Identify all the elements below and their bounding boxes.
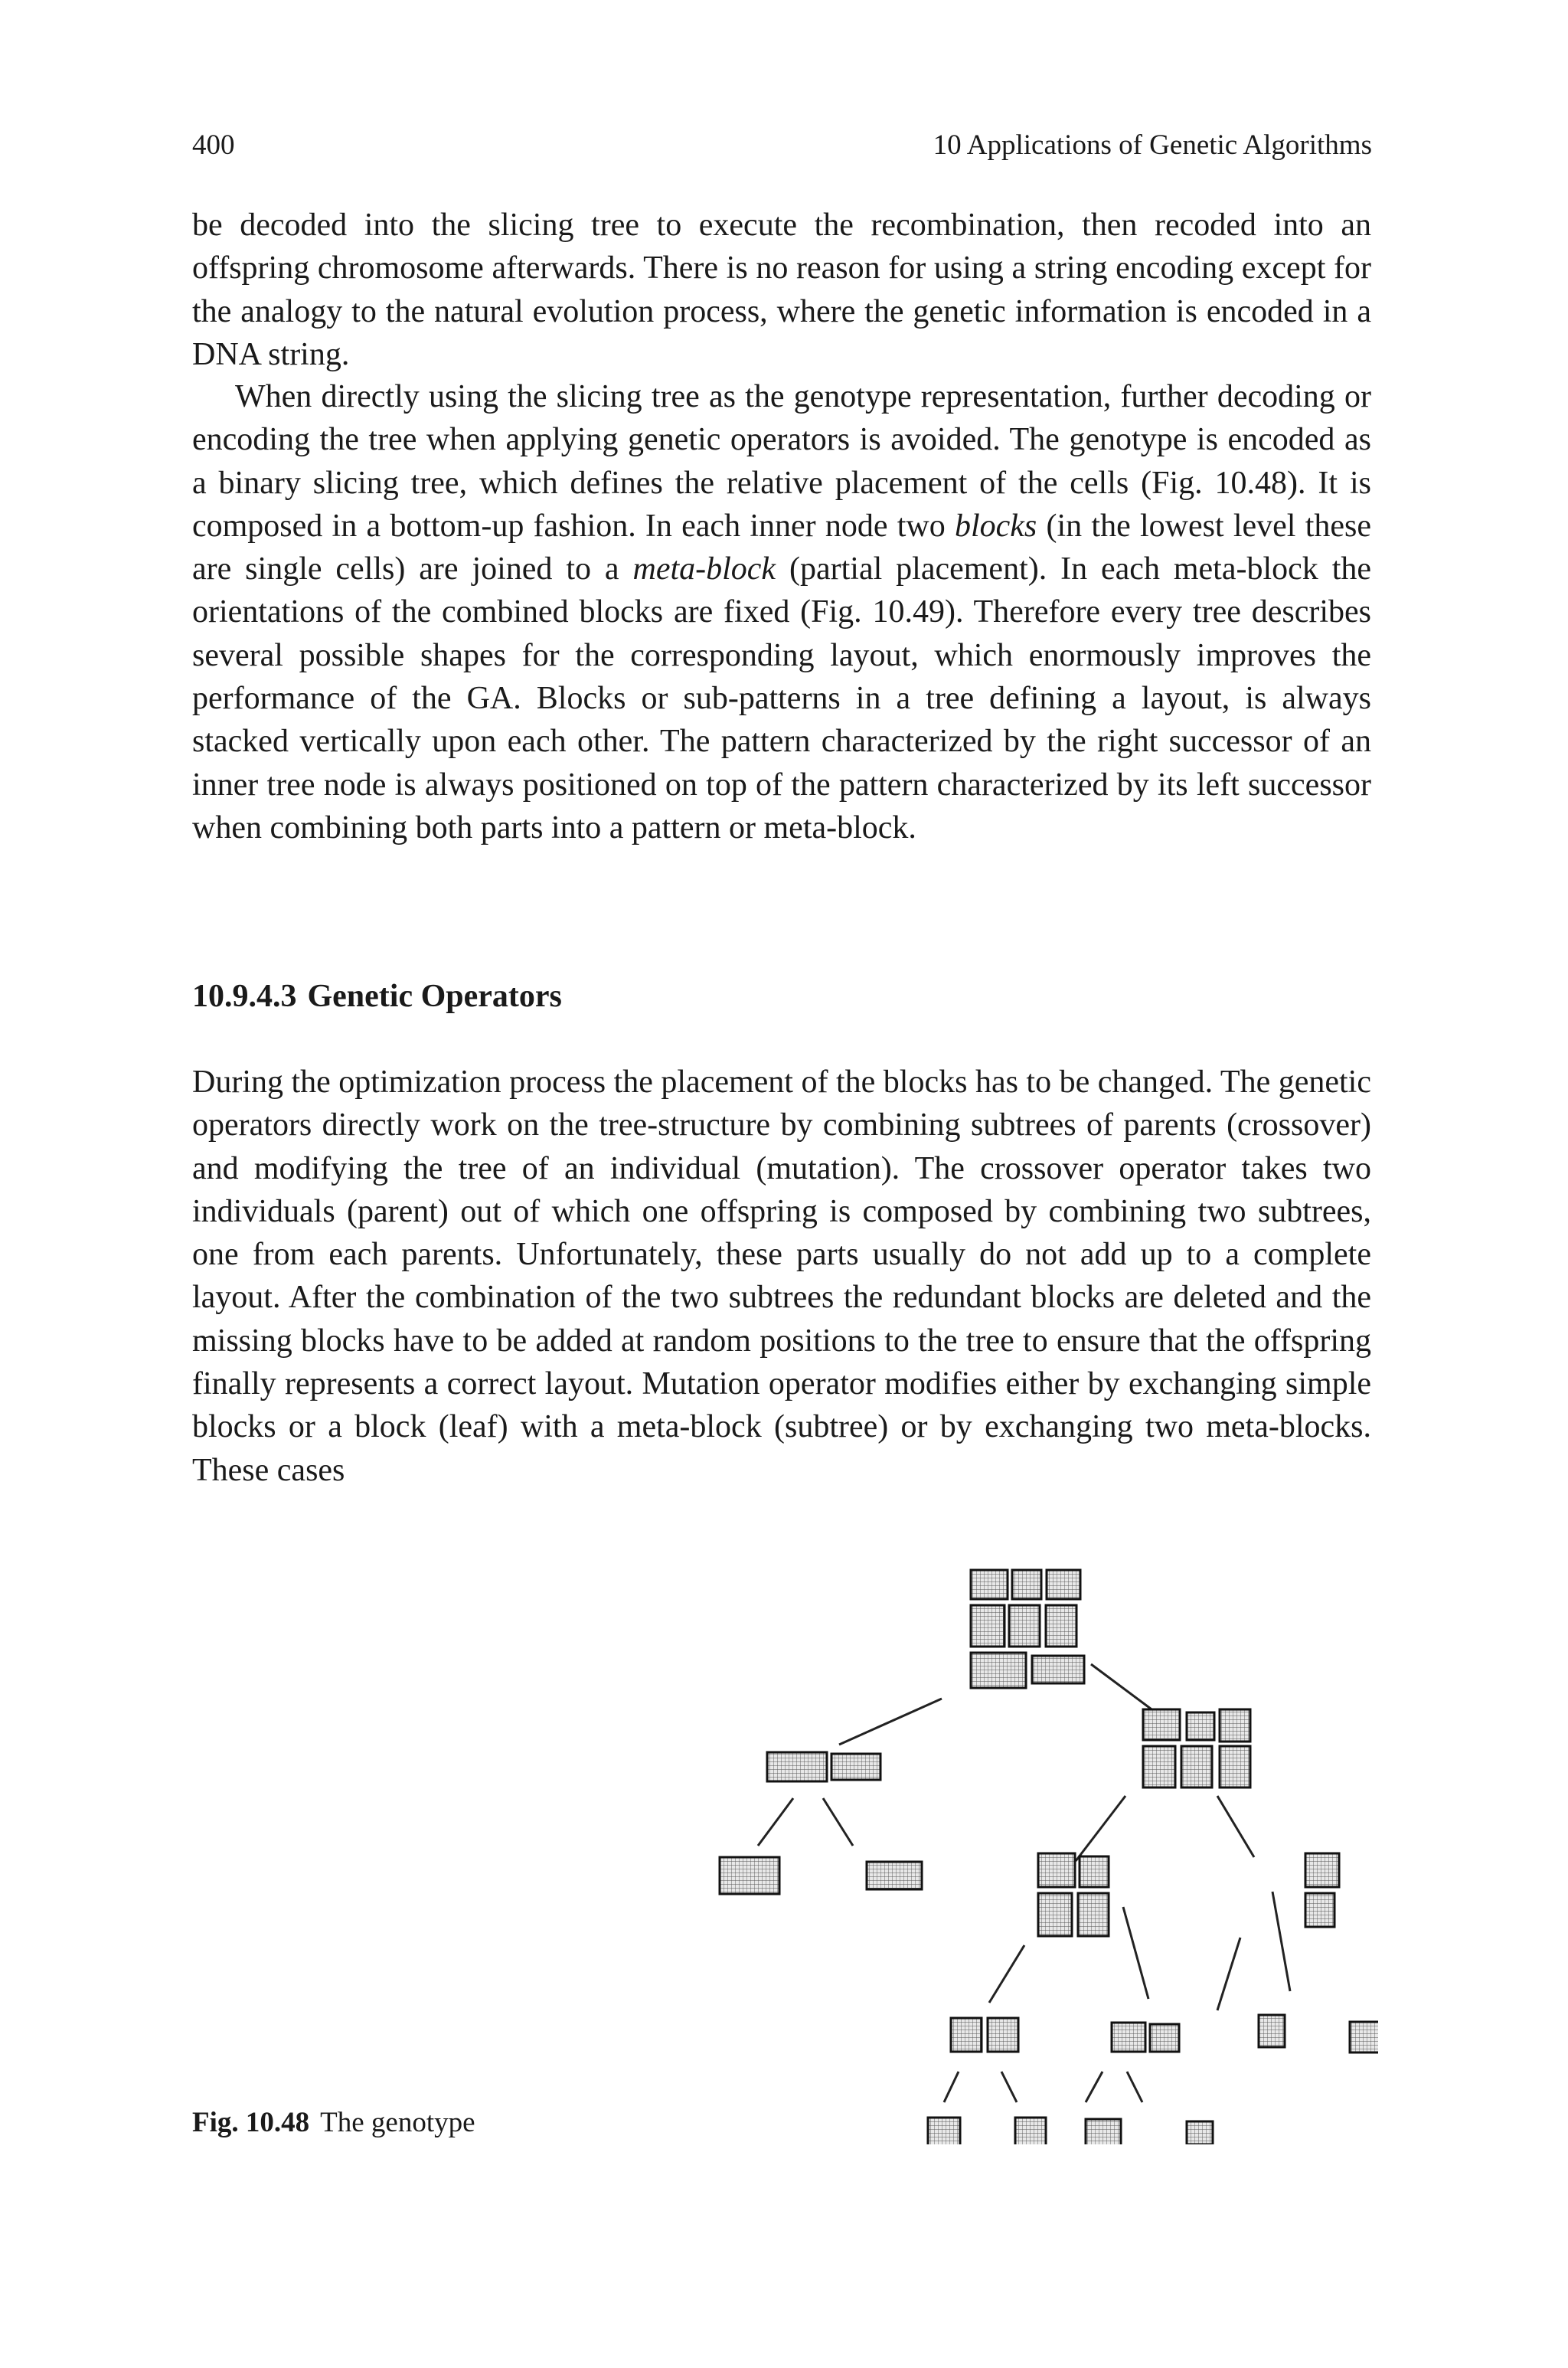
tree-diagram [689, 1562, 1378, 2144]
p2-em-blocks: blocks [954, 508, 1037, 544]
p2-text-a: When directly using the slicing tree as the genotype representation, further decoding or encoding the tree when applying genetic operators is avoided. The genotype is encoded as a binary slicing tree, which defines the relative placement of the cells (Fig. 10.48). It is composed in a bottom-up fashion. In each inner node two [192, 379, 1371, 544]
paragraph-1 [192, 204, 1371, 376]
figure-label: Fig. 10.48 [192, 2107, 310, 2138]
page-number: 400 [192, 129, 235, 161]
paragraph-2-text [192, 375, 1371, 849]
paragraph-3-text: During the optimization process the placement of the blocks has to be changed. The genetic operators directly work on the tree-structure by combining subtrees of parents (crossover) and modifying the tree of an individual (mutation). The crossover operator takes two individuals (parent) out of which one offspring is composed by combining two subtrees, one from each parents. Unfortunately, these parts usually do not add up to a complete layout. After the combination of the two subtrees the redundant blocks are deleted and the missing blocks have to be added at random positions to the tree to ensure that the offspring finally represents a correct layout. Mutation operator modifies either by exchanging simple blocks or a block (leaf) with a meta-block (subtree) or by exchanging two meta-blocks. These cases [192, 1065, 1371, 1488]
figure-caption-text: The genotype [320, 2107, 475, 2138]
genotype-tree-figure [689, 1562, 1378, 2144]
section-number: 10.9.4.3 [192, 979, 297, 1014]
paragraph-3 [192, 1061, 1371, 1492]
cell-blocks [720, 1570, 1378, 2144]
running-header: 10 Applications of Genetic Algorithms [933, 129, 1372, 161]
paragraph-2 [192, 375, 1371, 849]
section-heading [192, 978, 562, 1015]
p2-text-b: (in the lowest level these are single cells) are joined to a [192, 508, 1371, 587]
section-title: Genetic Operators [307, 979, 562, 1014]
figure-caption [192, 2106, 475, 2139]
p2-text-c: (partial placement). In each meta-block the orientations of the combined blocks are fixed (Fig. 10.49). Therefore every tree describes several possible shapes for the corresponding layout, which enormously improves the performance of the GA. Blocks or sub-patterns in a tree defining a layout, is always stacked vertically upon each other. The pattern characterized by the right successor of an inner tree node is always positioned on top of the pattern characterized by its left successor when combining both parts into a pattern or meta-block. [192, 551, 1371, 845]
paragraph-1-text: be decoded into the slicing tree to execute the recombination, then recoded into an offspring chromosome afterwards. There is no reason for using a string encoding except for the analogy to the natural evolution process, where the genetic information is encoded in a DNA string. [192, 208, 1371, 372]
p2-em-meta-block: meta-block [632, 551, 776, 587]
